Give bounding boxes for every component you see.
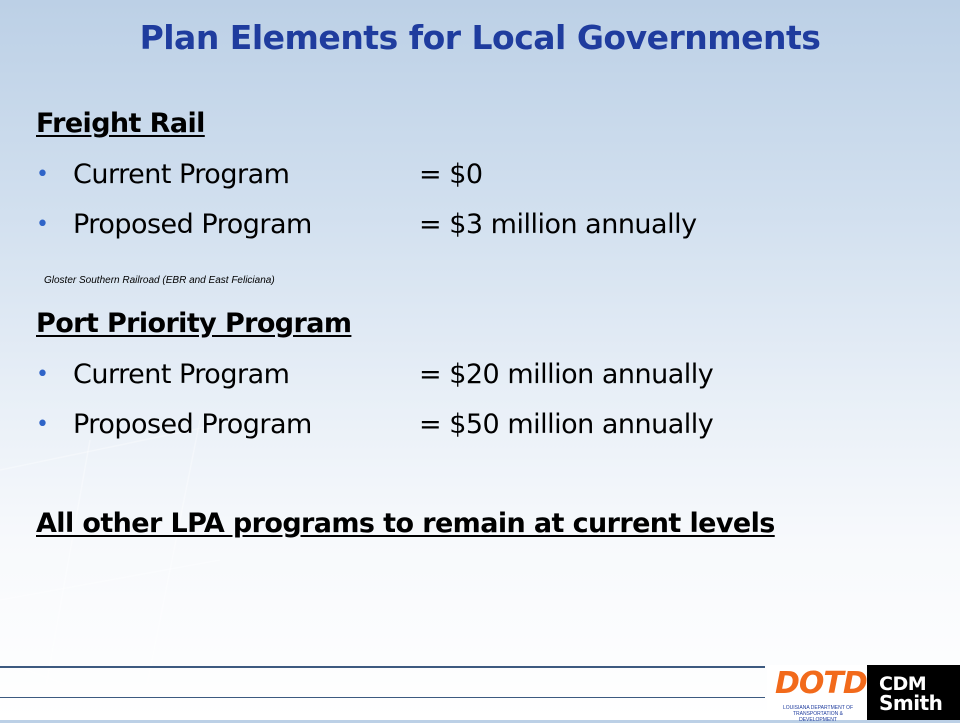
dotd-logo-subtitle: TRANSPORTATION & DEVELOPMENT (792, 711, 843, 723)
footer-divider (0, 697, 765, 698)
footer-divider (0, 666, 765, 668)
section-heading-port-priority: Port Priority Program (36, 308, 352, 339)
item-value: = $3 million annually (419, 209, 697, 240)
item-label: Proposed Program (73, 409, 312, 440)
cdm-logo-text: Smith (879, 691, 943, 715)
item-value: = $50 million annually (419, 409, 714, 440)
bullet-icon: • (36, 162, 49, 187)
item-value: = $20 million annually (419, 359, 714, 390)
item-label: Proposed Program (73, 209, 312, 240)
item-value: = $0 (419, 159, 483, 190)
slide-title: Plan Elements for Local Governments (139, 18, 821, 57)
bullet-icon: • (36, 362, 49, 387)
footnote: Gloster Southern Railroad (EBR and East Feliciana) (44, 275, 275, 286)
bullet-icon: • (36, 212, 49, 237)
item-label: Current Program (73, 359, 290, 390)
closing-statement: All other LPA programs to remain at current levels (36, 508, 775, 539)
bullet-icon: • (36, 412, 49, 437)
section-heading-freight-rail: Freight Rail (36, 108, 205, 139)
cdm-logo-text: CDM (879, 673, 927, 695)
dotd-logo-subtitle: LOUISIANA DEPARTMENT OF (782, 705, 853, 711)
item-label: Current Program (73, 159, 290, 190)
cdm-smith-logo (867, 665, 960, 720)
dotd-logo (767, 665, 867, 723)
dotd-logo-text: DOTD (775, 666, 867, 701)
